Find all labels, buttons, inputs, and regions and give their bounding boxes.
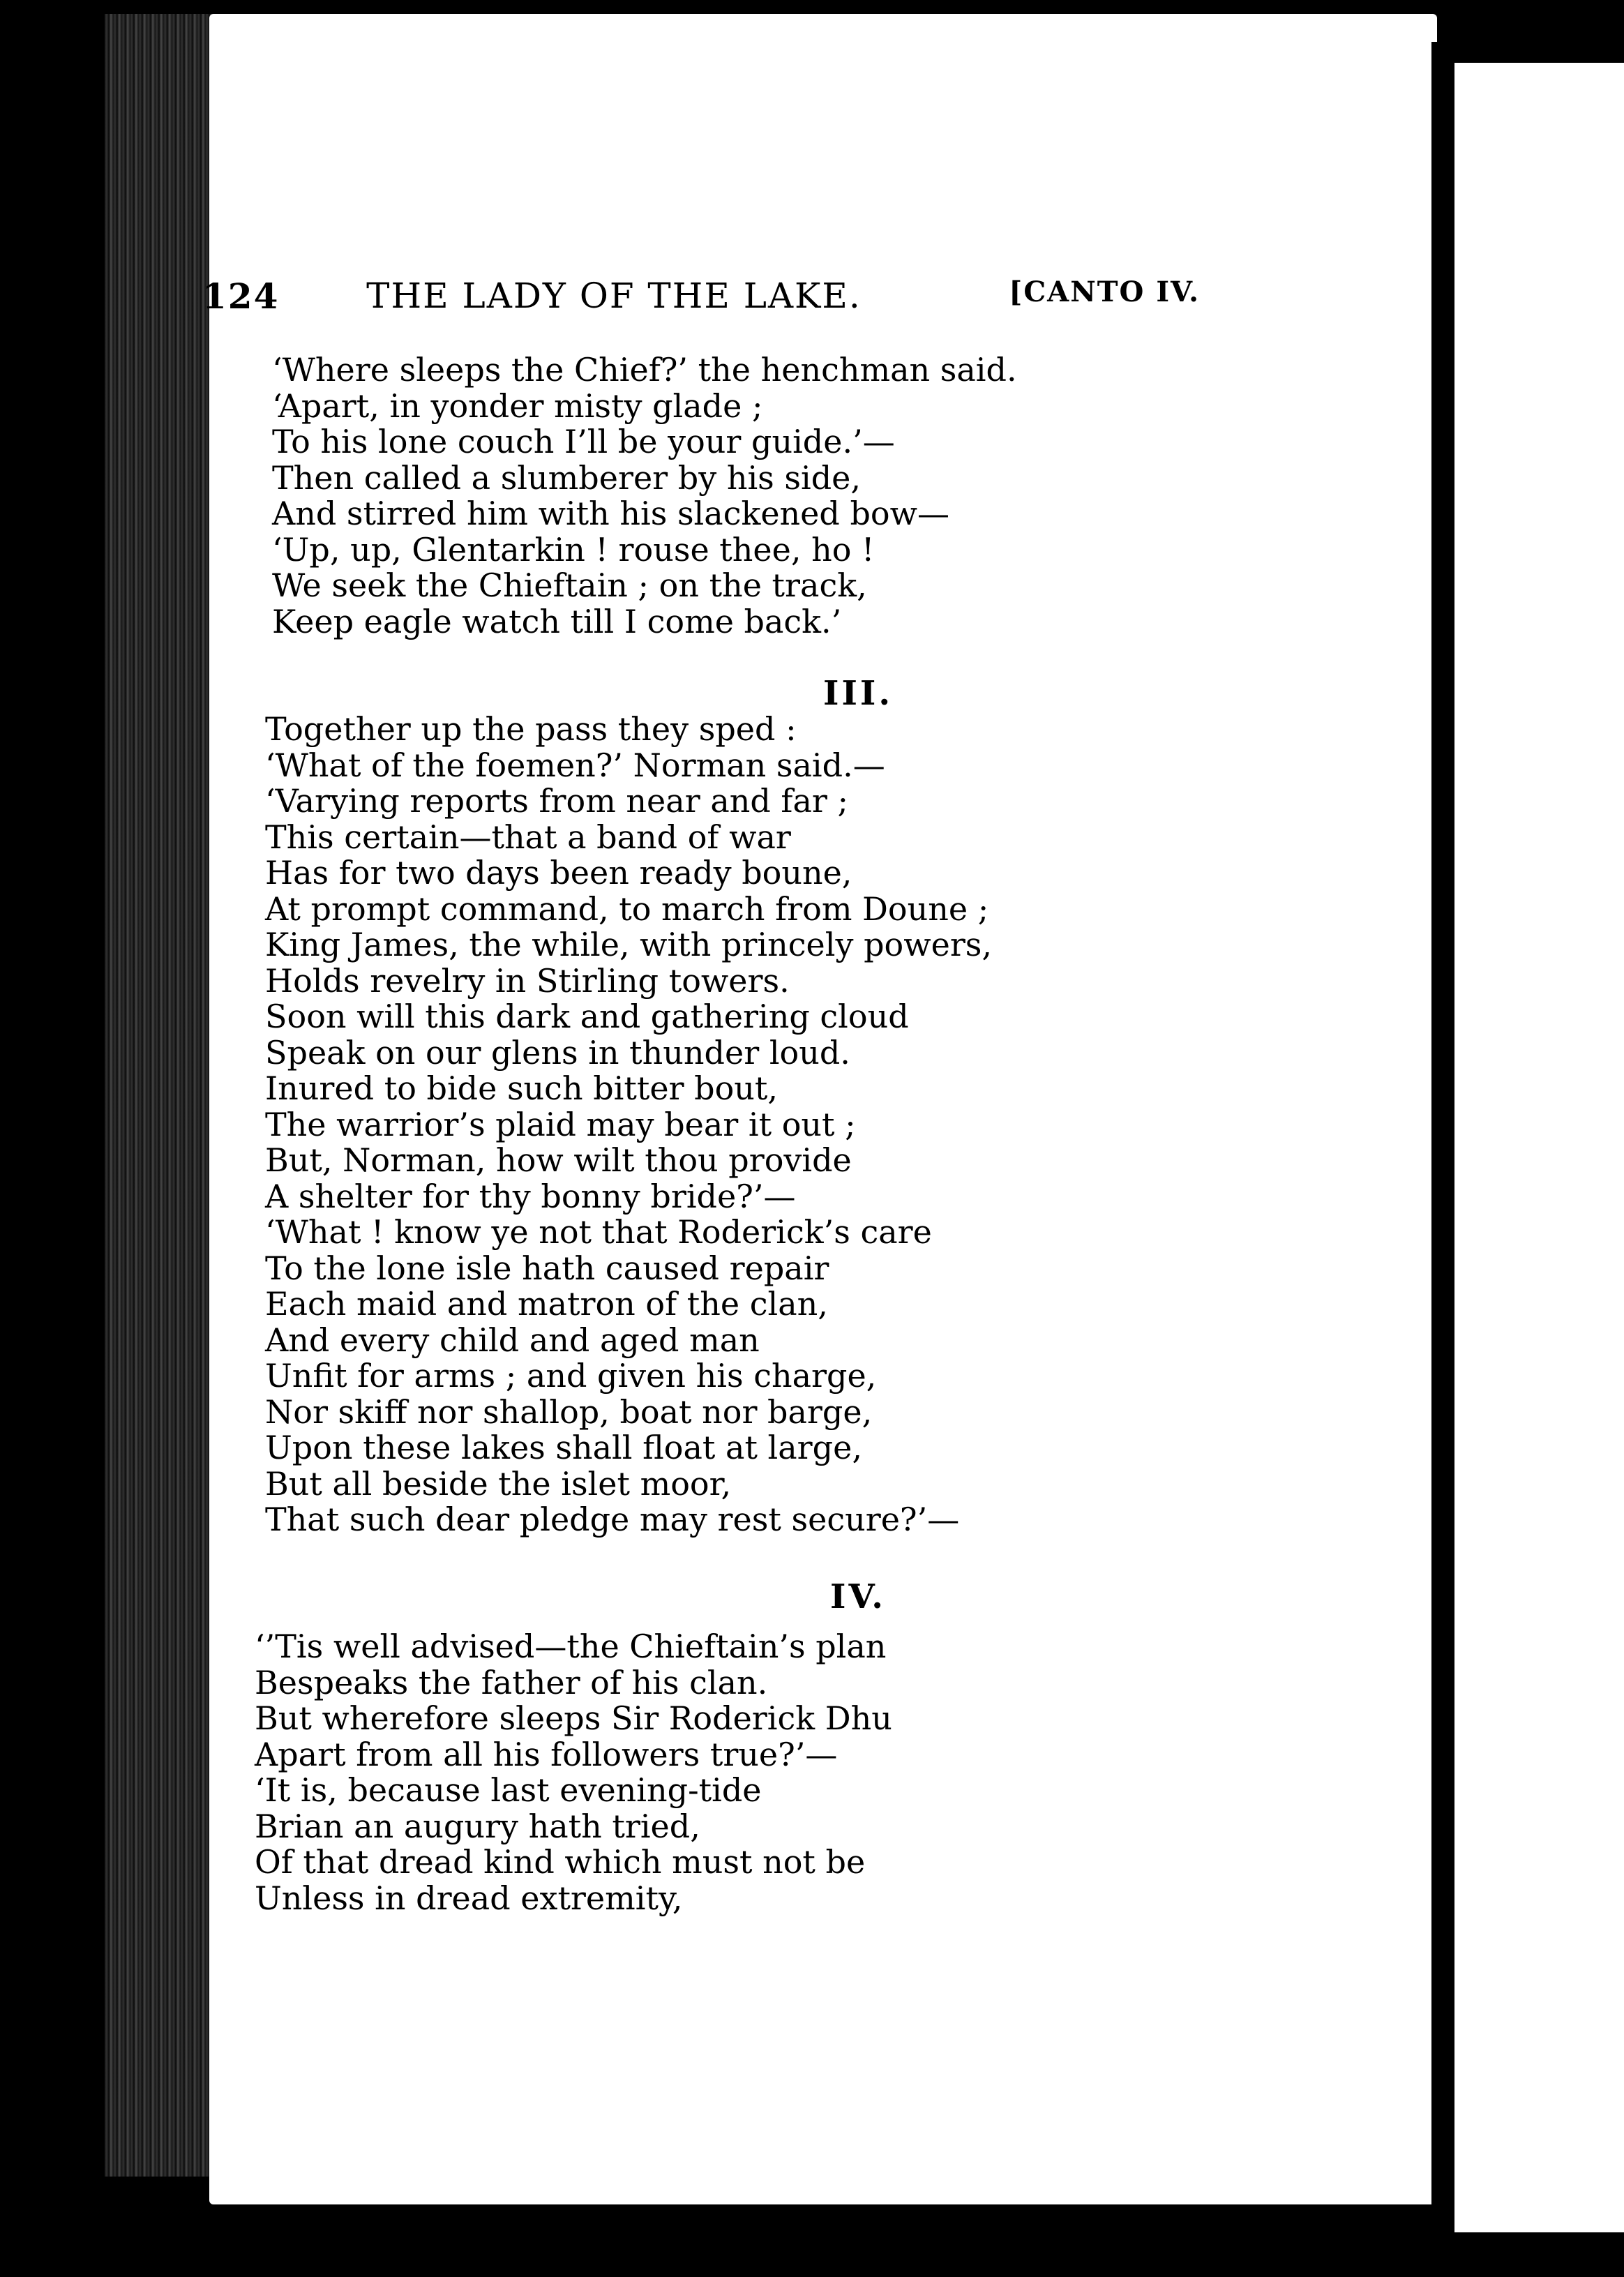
verse-line: Each maid and matron of the clan, (265, 1285, 828, 1323)
verse-line: Then called a slumberer by his side, (272, 458, 862, 497)
verse-line: At prompt command, to march from Doune ; (265, 889, 989, 928)
page-number: 124 (202, 276, 280, 317)
verse-line: But wherefore sleeps Sir Roderick Dhu (255, 1699, 892, 1737)
verse-line: That such dear pledge may rest secure?’— (265, 1501, 960, 1538)
verse-line: And stirred him with his slackened bow— (272, 495, 949, 532)
verse-line: Unfit for arms ; and given his charge, (265, 1357, 877, 1395)
stanza-iv (255, 1629, 1161, 1916)
stanza-iii (265, 712, 1172, 1538)
book-title: THE LADY OF THE LAKE. (366, 276, 862, 316)
verse-line: ‘It is, because last evening-tide (255, 1771, 762, 1809)
verse-line: Of that dread kind which must not be (255, 1843, 866, 1881)
verse-line: We seek the Chieftain ; on the track, (272, 566, 867, 604)
stanza-number: III. (823, 674, 894, 713)
verse-line: Has for two days been ready boune, (265, 854, 852, 892)
verse-line: Speak on our glens in thunder loud. (265, 1033, 850, 1072)
stanza-number: IV. (830, 1577, 887, 1616)
verse-line: This certain—that a band of war (265, 818, 791, 856)
verse-line: Soon will this dark and gathering cloud (265, 998, 909, 1035)
verse-line: The warrior’s plaid may bear it out ; (265, 1105, 856, 1143)
verse-line: ‘Up, up, Glentarkin ! rouse thee, ho ! (272, 530, 875, 569)
verse-line: Unless in dread extremity, (255, 1879, 683, 1917)
verse-line: Keep eagle watch till I come back.’ (272, 602, 842, 640)
verse-line: Bespeaks the father of his clan. (255, 1663, 768, 1701)
verse-line: Brian an augury hath tried, (255, 1807, 700, 1845)
stanza-continued (272, 352, 1179, 640)
verse-line: Apart from all his followers true?’— (255, 1735, 838, 1773)
verse-line: Together up the pass they sped : (265, 710, 797, 748)
verse-line: ‘Varying reports from near and far ; (265, 782, 848, 820)
verse-line: Inured to bide such bitter bout, (265, 1069, 779, 1107)
verse-line: But all beside the islet moor, (265, 1464, 732, 1503)
running-head (202, 276, 1200, 324)
verse-line: A shelter for thy bonny bride?’— (265, 1177, 796, 1215)
verse-line: But, Norman, how wilt thou provide (265, 1141, 852, 1179)
verse-line: ‘Apart, in yonder misty glade ; (272, 386, 763, 425)
verse-line: ‘Where sleeps the Chief?’ the henchman said. (272, 351, 1017, 389)
verse-line: ‘What ! know ye not that Roderick’s care (265, 1213, 932, 1251)
verse-line: To the lone isle hath caused repair (265, 1249, 829, 1287)
verse-line: ‘What of the foemen?’ Norman said.— (265, 746, 885, 784)
verse-line: ‘’Tis well advised—the Chieftain’s plan (255, 1628, 887, 1665)
canto-label: [CANTO IV. (1009, 276, 1200, 308)
verse-line: King James, the while, with princely powers, (265, 926, 993, 963)
verse-line: Upon these lakes shall float at large, (265, 1429, 862, 1466)
verse-line: To his lone couch I’ll be your guide.’— (272, 423, 895, 460)
verse-line: Holds revelry in Stirling towers. (265, 961, 790, 1000)
verse-line: Nor skiff nor shallop, boat nor barge, (265, 1392, 873, 1431)
verse-line: And every child and aged man (265, 1321, 760, 1359)
